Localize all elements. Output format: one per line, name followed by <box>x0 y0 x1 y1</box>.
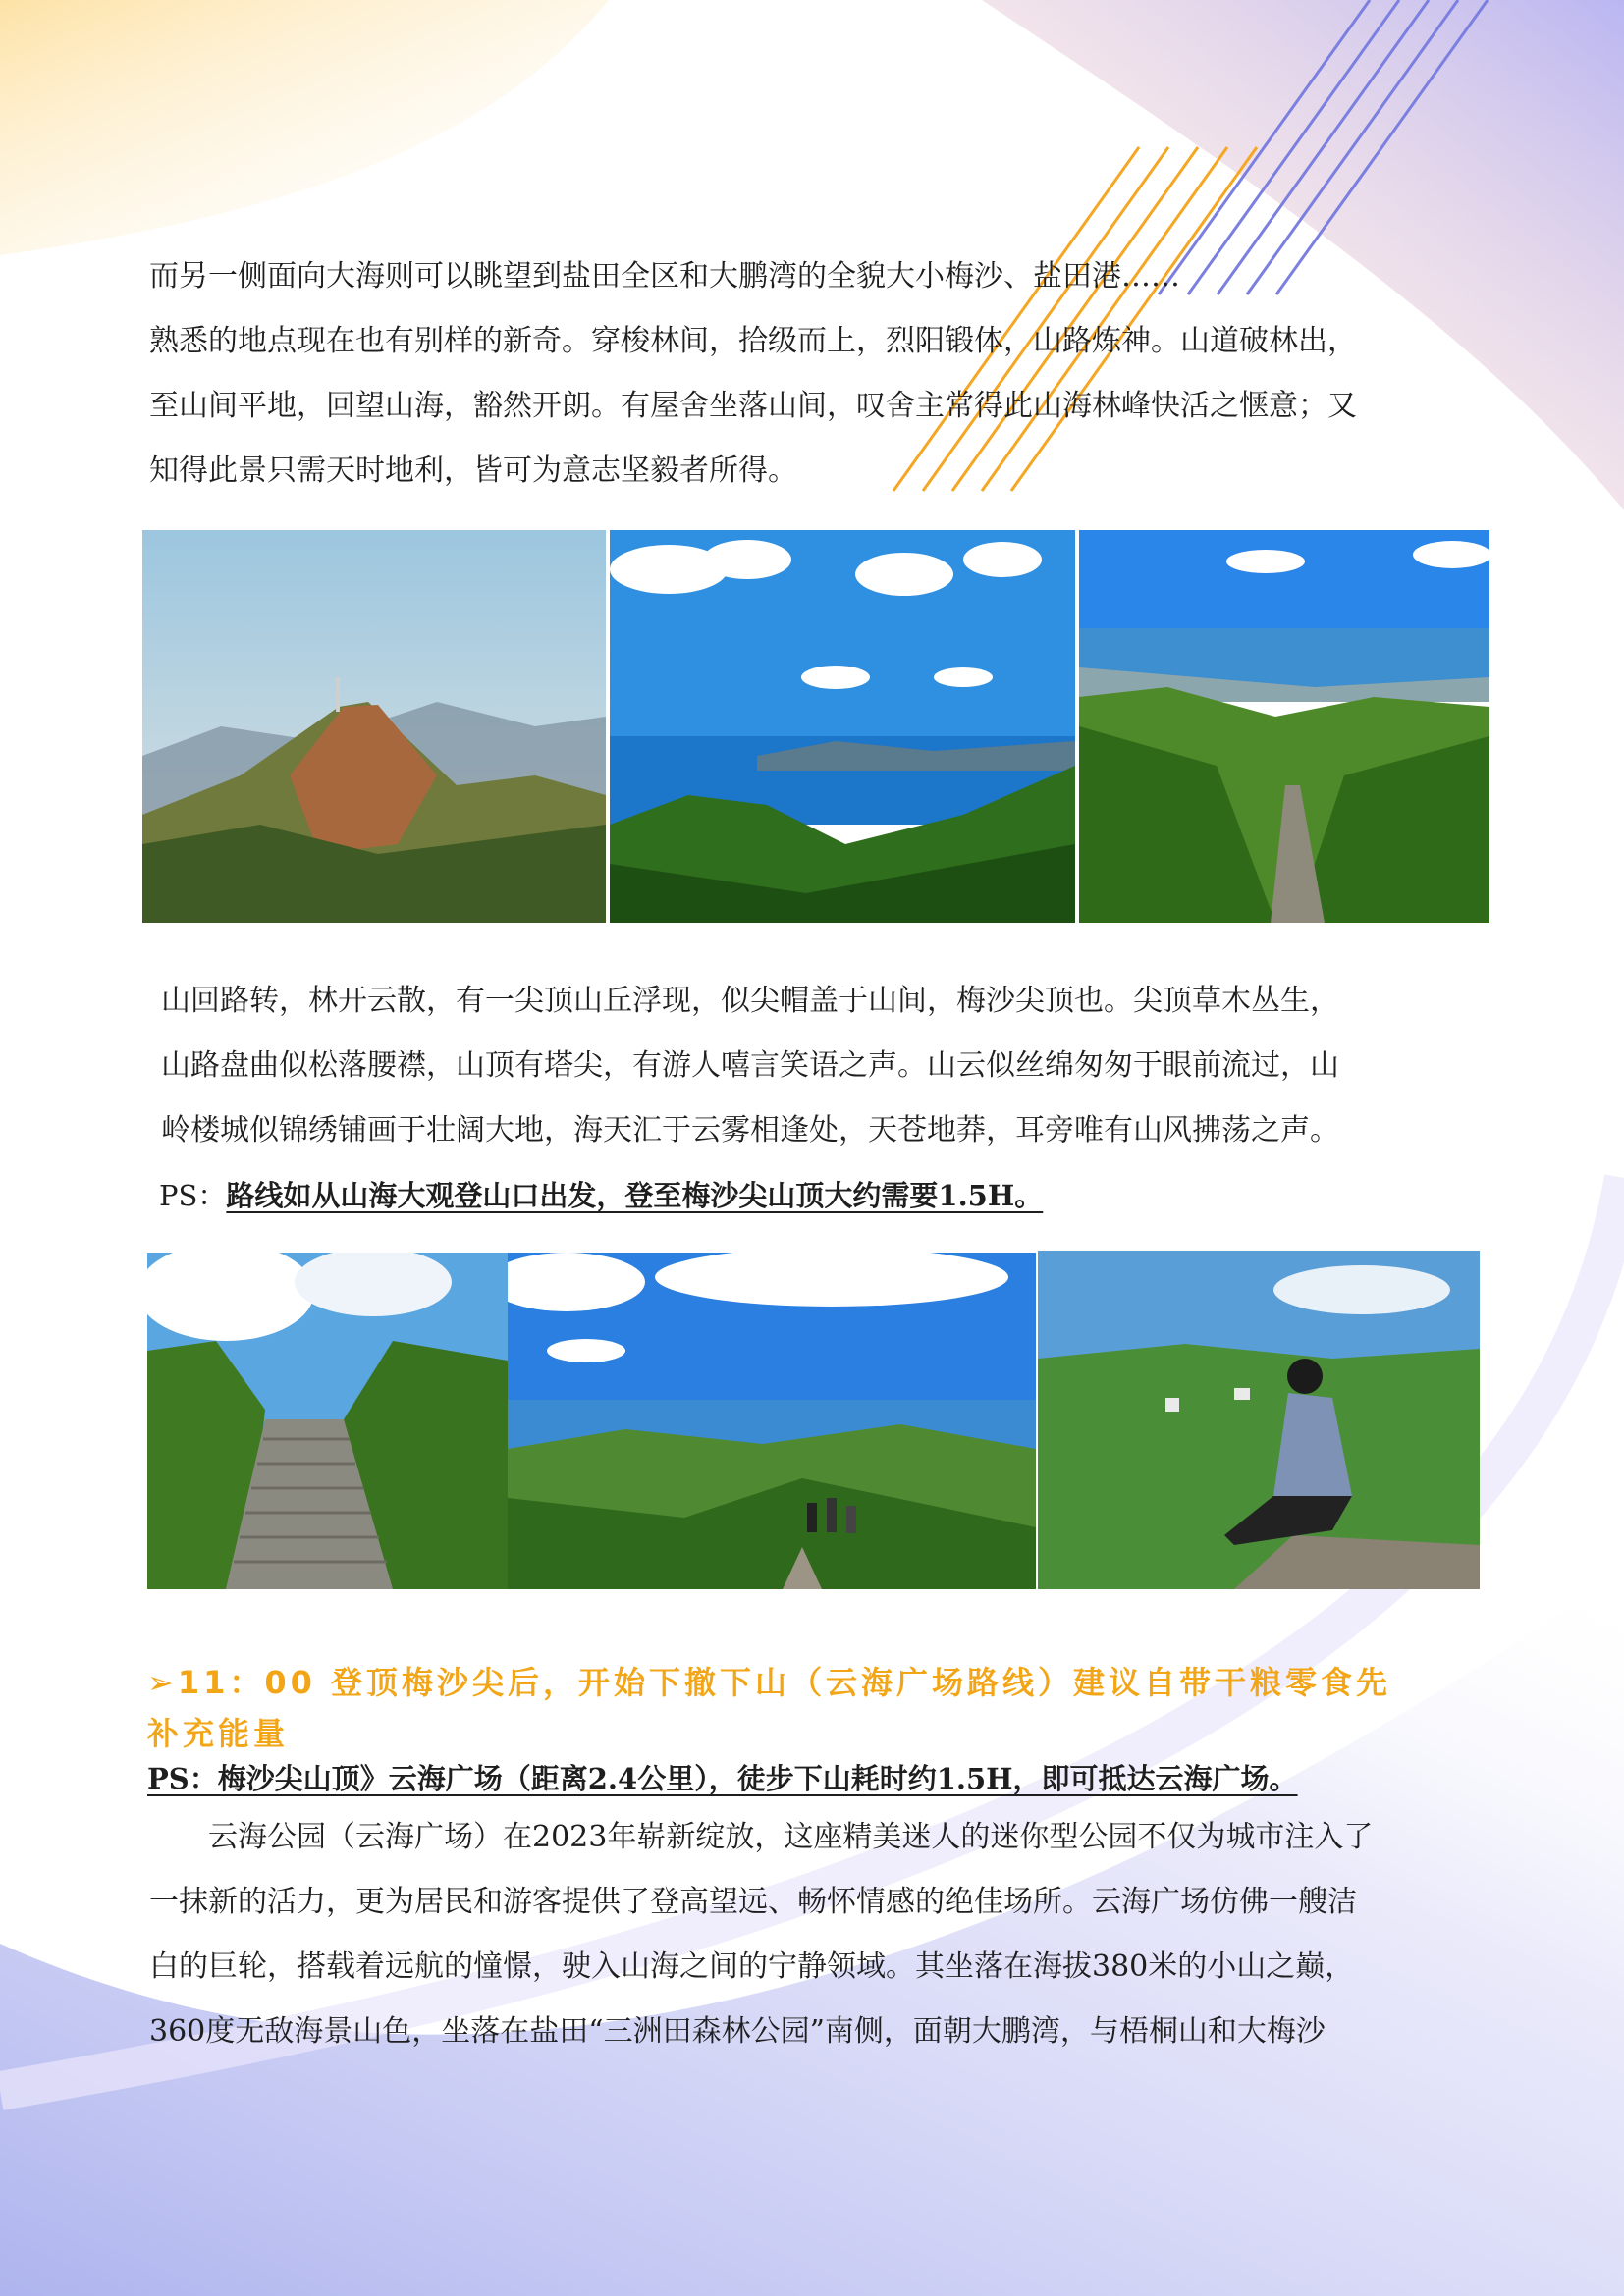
mountain-peak-photo <box>142 530 606 923</box>
text-line: 熟悉的地点现在也有别样的新奇。穿梭林间，拾级而上，烈阳锻体，山路炼神。山道破林出， <box>149 324 1357 358</box>
hikers-ridge-photo <box>508 1253 1036 1589</box>
route-note-text: 路线如从山海大观登山口出发，登至梅沙尖山顶大约需要1.5H。 <box>226 1179 1044 1212</box>
text-line: 白的巨轮，搭载着远航的憧憬，驶入山海之间的宁静领域。其坐落在海拔380米的小山之巅， <box>149 1949 1355 1984</box>
heading-line: 补充能量 <box>147 1715 290 1752</box>
descent-note <box>147 1759 1298 1798</box>
text-line: 而另一侧面向大海则可以眺望到盐田全区和大鹏湾的全貌大小梅沙、盐田港…… <box>149 259 1180 294</box>
stone-steps-photo <box>147 1253 508 1589</box>
route-note <box>159 1176 1043 1215</box>
forest-stairs-photo <box>1079 530 1489 923</box>
text-line: 一抹新的活力，更为居民和游客提供了登高望远、畅怀情感的绝佳场所。云海广场仿佛一艘洁 <box>149 1885 1357 1919</box>
text-line: 云海公园（云海广场）在2023年崭新绽放，这座精美迷人的迷你型公园不仅为城市注入了 <box>149 1820 1374 1854</box>
yunhai-park-paragraph <box>149 1814 1373 2056</box>
descent-note-text: PS：梅沙尖山顶》云海广场（距离2.4公里），徒步下山耗时约1.5H，即可抵达云海广场。 <box>147 1762 1298 1795</box>
summit-paragraph <box>161 978 1339 1154</box>
text-line: 知得此景只需天时地利，皆可为意志坚毅者所得。 <box>149 454 797 488</box>
text-line: 至山间平地，回望山海，豁然开朗。有屋舍坐落山间，叹舍主常得此山海林峰快活之惬意；又 <box>149 389 1357 423</box>
text-line: 360度无敌海景山色，坐落在盐田“三洲田森林公园”南侧，面朝大鹏湾，与梧桐山和大梅沙 <box>149 2014 1326 2049</box>
text-line: 山路盘曲似松落腰襟，山顶有塔尖，有游人嘻言笑语之声。山云似丝绵匆匆于眼前流过，山 <box>161 1048 1339 1083</box>
itinerary-heading <box>147 1657 1483 1759</box>
ps-prefix: PS： <box>159 1179 227 1212</box>
coastal-bay-photo <box>610 530 1075 923</box>
text-line: 岭楼城似锦绣铺画于壮阔大地，海天汇于云雾相逢处，天苍地莽，耳旁唯有山风拂荡之声。 <box>161 1113 1339 1148</box>
heading-line: ➢11：00 登顶梅沙尖后，开始下撤下山（云海广场路线）建议自带干粮零食先 <box>147 1664 1392 1701</box>
intro-paragraph <box>149 253 1357 495</box>
woman-sitting-photo <box>1038 1251 1480 1589</box>
text-line: 山回路转，林开云散，有一尖顶山丘浮现，似尖帽盖于山间，梅沙尖顶也。尖顶草木丛生， <box>161 984 1339 1018</box>
